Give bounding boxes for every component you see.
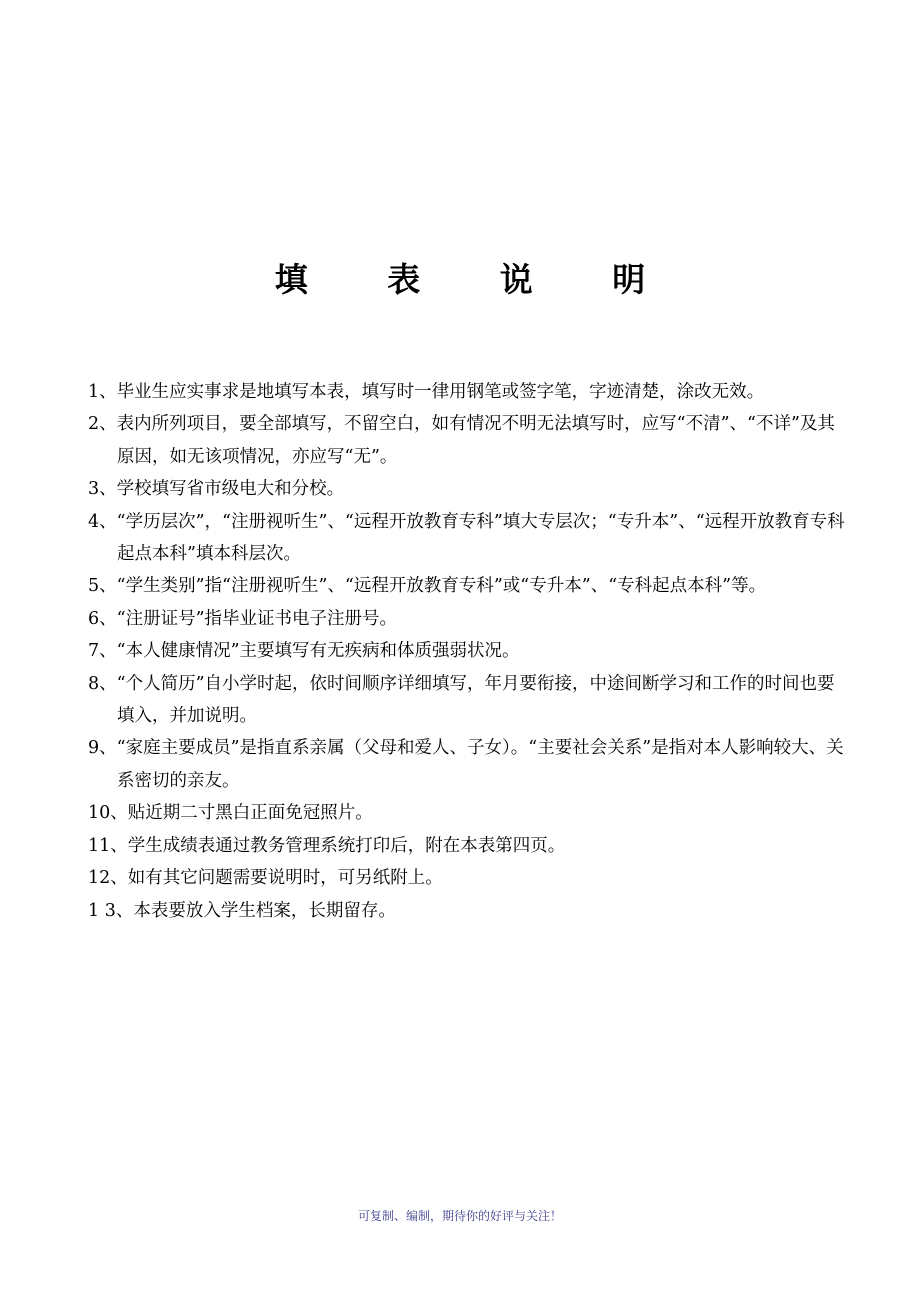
instruction-item: 10、贴近期二寸黑白正面免冠照片。 [88,803,373,824]
instruction-item: 9、“家庭主要成员”是指直系亲属（父母和爱人、子女）。“主要社会关系”是指对本人影响较大、关系密切的亲友。 [88,738,844,791]
page-title: 填 表 说 明 [274,260,680,299]
instruction-item: 6、“注册证号”指毕业证书电子注册号。 [88,608,398,629]
instruction-item: 8、“个人简历”自小学时起，依时间顺序详细填写，年月要衔接，中途间断学习和工作的时间也要填入，并加说明。 [88,673,835,727]
instruction-item: 7、“本人健康情况”主要填写有无疾病和体质强弱状况。 [88,641,520,662]
instruction-item: 12、如有其它问题需要说明时，可另纸附上。 [88,868,443,889]
instruction-list [88,376,848,927]
instruction-item: 4、“学历层次”，“注册视听生”、“远程开放教育专科”填大专层次；“专升本”、“远程开放教育专科起点本科”填本科层次。 [88,511,845,565]
instruction-item: 11、学生成绩表通过教务管理系统打印后，附在本表第四页。 [88,835,566,856]
instruction-item: 1 3、本表要放入学生档案，长期留存。 [88,900,396,921]
instruction-item: 1、毕业生应实事求是地填写本表，填写时一律用钢笔或签字笔，字迹清楚，涂改无效。 [88,382,765,402]
instruction-item: 3、学校填写省市级电大和分校。 [88,479,345,500]
instruction-item: 2、表内所列项目，要全部填写，不留空白，如有情况不明无法填写时，应写“不清”、“不详”及其原因，如无该项情况，亦应写“无”。 [88,414,835,467]
footer-note: 可复制、编制，期待你的好评与关注！ [357,1209,562,1223]
instruction-item: 5、“学生类别”指“注册视听生”、“远程开放教育专科”或“专升本”、“专科起点本科”等。 [88,576,767,597]
